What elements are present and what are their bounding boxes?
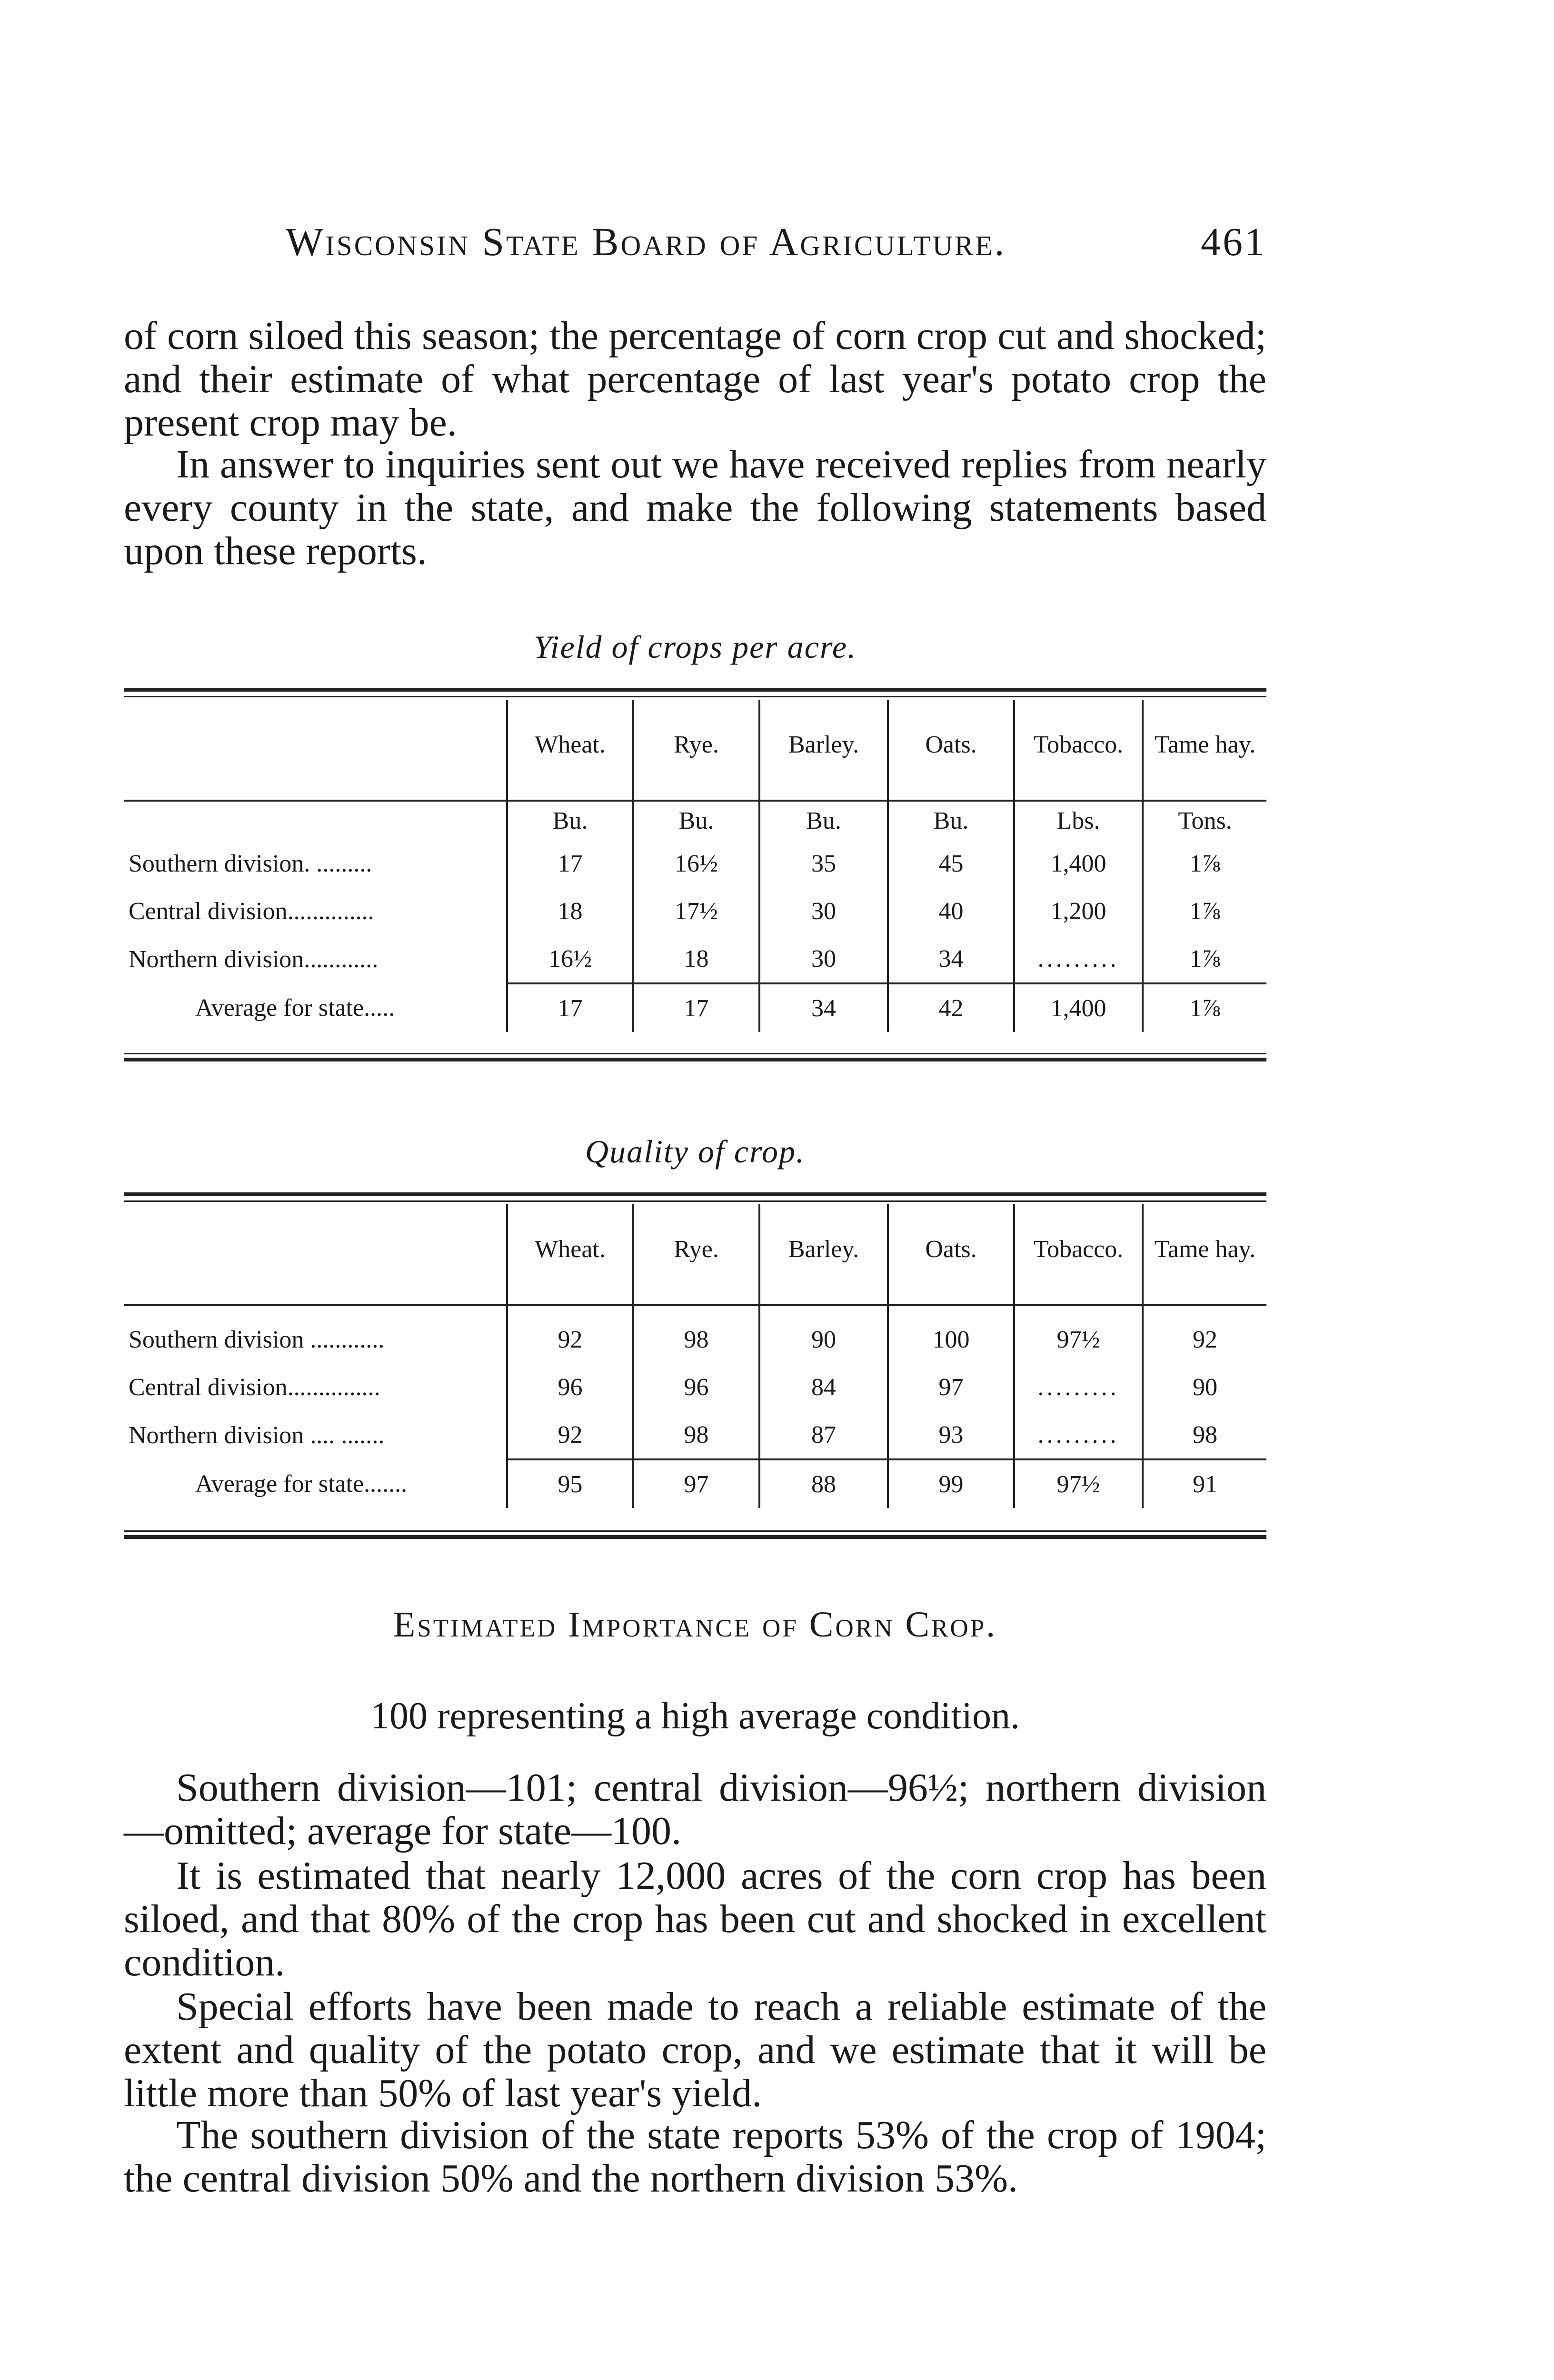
cell: 1⅞ bbox=[1143, 983, 1266, 1032]
cell: 34 bbox=[759, 983, 888, 1032]
cell: 95 bbox=[507, 1459, 633, 1508]
cell: 98 bbox=[633, 1316, 759, 1363]
cell: 45 bbox=[888, 840, 1014, 887]
cell: 96 bbox=[507, 1363, 633, 1411]
row-label: Average for state..... bbox=[195, 994, 395, 1021]
yield-table-top-rule-thin bbox=[124, 696, 1266, 697]
cell: 91 bbox=[1143, 1459, 1266, 1508]
cell: 100 bbox=[888, 1316, 1014, 1363]
cell: 30 bbox=[759, 935, 888, 983]
yield-row-southern bbox=[124, 840, 1266, 887]
cell: 17 bbox=[633, 983, 759, 1032]
yield-col-rye: Rye. bbox=[633, 700, 759, 790]
cell: 1,200 bbox=[1014, 887, 1143, 935]
cell: ......... bbox=[1014, 1363, 1143, 1411]
quality-table bbox=[124, 1204, 1266, 1508]
cell: 90 bbox=[1143, 1363, 1266, 1411]
yield-unit-rye: Bu. bbox=[633, 801, 759, 840]
corn-siloed-paragraph: It is estimated that nearly 12,000 acres of the corn crop has been siloed, and that 80% of the crop has been cut and shocked in excellent condition. bbox=[124, 1854, 1266, 1984]
yield-unit-oats: Bu. bbox=[888, 801, 1014, 840]
cell: 92 bbox=[507, 1411, 633, 1459]
cell: 18 bbox=[507, 887, 633, 935]
cell: 98 bbox=[633, 1411, 759, 1459]
quality-row-southern bbox=[124, 1316, 1266, 1363]
cell: 16½ bbox=[507, 935, 633, 983]
cell: 17 bbox=[507, 983, 633, 1032]
cell: 17½ bbox=[633, 887, 759, 935]
cell: 96 bbox=[633, 1363, 759, 1411]
yield-table bbox=[124, 700, 1266, 1032]
row-label: Northern division .... ....... bbox=[129, 1421, 385, 1449]
quality-table-top-rule-thin bbox=[124, 1200, 1266, 1202]
cell: 1,400 bbox=[1014, 983, 1143, 1032]
yield-unit-wheat: Bu. bbox=[507, 801, 633, 840]
quality-stub-header bbox=[124, 1204, 507, 1295]
yield-col-oats: Oats. bbox=[888, 700, 1014, 790]
quality-row-northern bbox=[124, 1411, 1266, 1459]
yield-stub-header bbox=[124, 700, 507, 790]
yield-table-bottom-rule bbox=[124, 1058, 1266, 1061]
paragraph-continuation: of corn siloed this season; the percentage of corn crop cut and shocked; and their estimate of what percentage of last year's potato crop the present crop may be. bbox=[124, 314, 1266, 445]
cell: 30 bbox=[759, 887, 888, 935]
cell: 18 bbox=[633, 935, 759, 983]
quality-table-bottom-rule bbox=[124, 1535, 1266, 1539]
cell: 84 bbox=[759, 1363, 888, 1411]
quality-table-caption: Quality of crop. bbox=[585, 1133, 805, 1170]
running-head-title: Wisconsin State Board of Agriculture. bbox=[286, 220, 1006, 264]
corn-section-title: Estimated Importance of Corn Crop. bbox=[393, 1605, 997, 1645]
cell: 92 bbox=[1143, 1316, 1266, 1363]
quality-col-barley: Barley. bbox=[759, 1204, 888, 1295]
yield-unit-tobacco: Lbs. bbox=[1014, 801, 1143, 840]
cell: 92 bbox=[507, 1316, 633, 1363]
yield-unit-tame-hay: Tons. bbox=[1143, 801, 1266, 840]
quality-col-tobacco: Tobacco. bbox=[1014, 1204, 1143, 1295]
quality-table-bottom-rule-thin bbox=[124, 1530, 1266, 1532]
row-label: Central division.............. bbox=[129, 897, 374, 925]
quality-col-rye: Rye. bbox=[633, 1204, 759, 1295]
quality-table-top-rule bbox=[124, 1192, 1266, 1196]
cell: 42 bbox=[888, 983, 1014, 1032]
cell: 93 bbox=[888, 1411, 1014, 1459]
row-label: Southern division. ......... bbox=[129, 850, 372, 877]
running-head bbox=[267, 214, 1266, 267]
yield-table-caption: Yield of crops per acre. bbox=[533, 629, 857, 665]
cell: 1⅞ bbox=[1143, 935, 1266, 983]
cell: 1⅞ bbox=[1143, 887, 1266, 935]
yield-col-barley: Barley. bbox=[759, 700, 888, 790]
cell: 1,400 bbox=[1014, 840, 1143, 887]
cell: 34 bbox=[888, 935, 1014, 983]
row-label: Central division............... bbox=[129, 1373, 380, 1401]
cell: ......... bbox=[1014, 1411, 1143, 1459]
cell: 97 bbox=[633, 1459, 759, 1508]
yield-table-top-rule bbox=[124, 688, 1266, 692]
paragraph-inquiries: In answer to inquiries sent out we have received replies from nearly every county in the state, and make the following statements based upon these reports. bbox=[124, 442, 1266, 573]
cell: 35 bbox=[759, 840, 888, 887]
yield-col-tobacco: Tobacco. bbox=[1014, 700, 1143, 790]
row-label: Northern division............ bbox=[129, 945, 379, 973]
yield-row-northern bbox=[124, 935, 1266, 983]
cell: 99 bbox=[888, 1459, 1014, 1508]
cell: 87 bbox=[759, 1411, 888, 1459]
row-label: Average for state....... bbox=[195, 1470, 408, 1497]
quality-col-tame-hay: Tame hay. bbox=[1143, 1204, 1266, 1295]
cell: 97 bbox=[888, 1363, 1014, 1411]
cell: 97½ bbox=[1014, 1316, 1143, 1363]
cell: 98 bbox=[1143, 1411, 1266, 1459]
cell: 40 bbox=[888, 887, 1014, 935]
row-label: Southern division ............ bbox=[129, 1326, 385, 1353]
cell: 17 bbox=[507, 840, 633, 887]
cell: 1⅞ bbox=[1143, 840, 1266, 887]
yield-col-tame-hay: Tame hay. bbox=[1143, 700, 1266, 790]
yield-row-central bbox=[124, 887, 1266, 935]
quality-col-oats: Oats. bbox=[888, 1204, 1014, 1295]
quality-row-central bbox=[124, 1363, 1266, 1411]
cell: 88 bbox=[759, 1459, 888, 1508]
quality-col-wheat: Wheat. bbox=[507, 1204, 633, 1295]
potato-division-paragraph: The southern division of the state reports 53% of the crop of 1904; the central division 50% and the northern division 53%. bbox=[124, 2113, 1266, 2201]
cell: 90 bbox=[759, 1316, 888, 1363]
cell: 16½ bbox=[633, 840, 759, 887]
cell: ......... bbox=[1014, 935, 1143, 983]
quality-row-average bbox=[124, 1459, 1266, 1508]
corn-section-subtitle: 100 representing a high average condition. bbox=[370, 1695, 1020, 1737]
yield-unit-barley: Bu. bbox=[759, 801, 888, 840]
yield-table-bottom-rule-thin bbox=[124, 1053, 1266, 1054]
yield-row-average bbox=[124, 983, 1266, 1032]
potato-estimate-paragraph: Special efforts have been made to reach a reliable estimate of the extent and quality of the potato crop, and we estimate that it will be little more than 50% of last year's yield. bbox=[124, 1984, 1266, 2115]
page-number: 461 bbox=[1201, 220, 1266, 264]
cell: 97½ bbox=[1014, 1459, 1143, 1508]
corn-division-figures: Southern division—101; central division—96½; northern division—omitted; average for state—100. bbox=[124, 1765, 1266, 1853]
yield-col-wheat: Wheat. bbox=[507, 700, 633, 790]
